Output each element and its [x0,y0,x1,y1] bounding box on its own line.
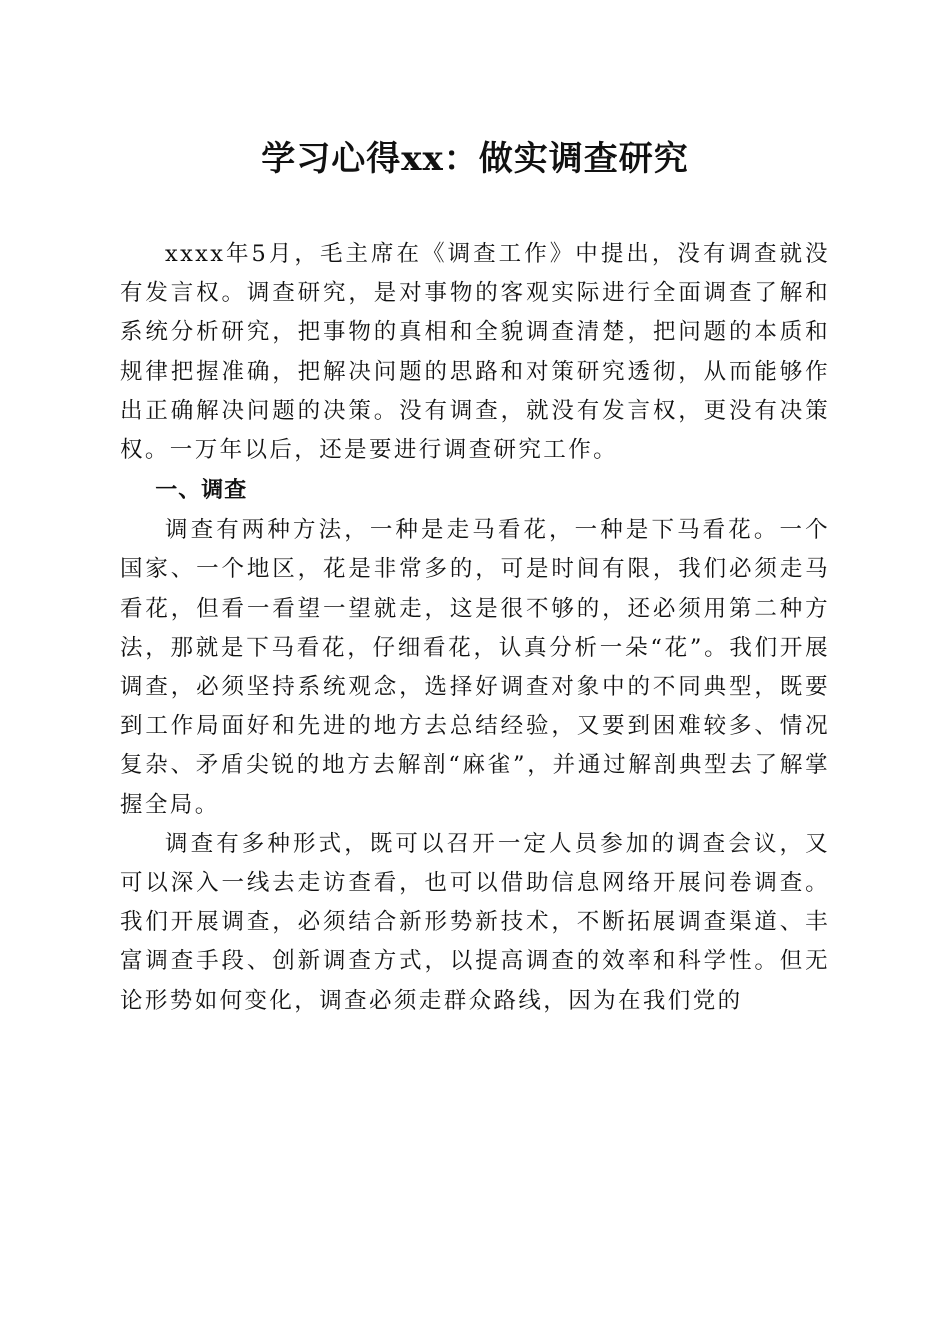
document-title: 学习心得xx：做实调查研究 [261,139,689,179]
body-paragraph: 调查有两种方法，一种是走马看花，一种是下马看花。一个国家、一个地区，花是非常多的，可是时间有限，我们必须走马看花，但看一看望一望就走，这是很不够的，还必须用第二种方法，那就是下马看花，仔细看花，认真分析一朵“花”。我们开展调查，必须坚持系统观念，选择好调查对象中的不同典型，既要到工作局面好和先进的地方去总结经验，又要到困难较多、情况复杂、矛盾尖锐的地方去解剖“麻雀”，并通过解剖典型去了解掌握全局。 [120,517,830,818]
document-body [120,235,830,1021]
intro-paragraph: xxxx年5月，毛主席在《调查工作》中提出，没有调查就没有发言权。调查研究，是对事物的客观实际进行全面调查了解和系统分析研究，把事物的真相和全貌调查清楚，把问题的本质和规律把握准确，把解决问题的思路和对策研究透彻，从而能够作出正确解决问题的决策。没有调查，就没有发言权，更没有决策权。一万年以后，还是要进行调查研究工作。 [120,241,830,464]
section-heading-survey: 一、调查 [155,478,248,504]
body-paragraph: 调查有多种形式，既可以召开一定人员参加的调查会议，又可以深入一线去走访查看，也可以借助信息网络开展问卷调查。我们开展调查，必须结合新形势新技术，不断拓展调查渠道、丰富调查手段、创新调查方式，以提高调查的效率和科学性。但无论形势如何变化，调查必须走群众路线，因为在我们党的 [120,830,830,1014]
